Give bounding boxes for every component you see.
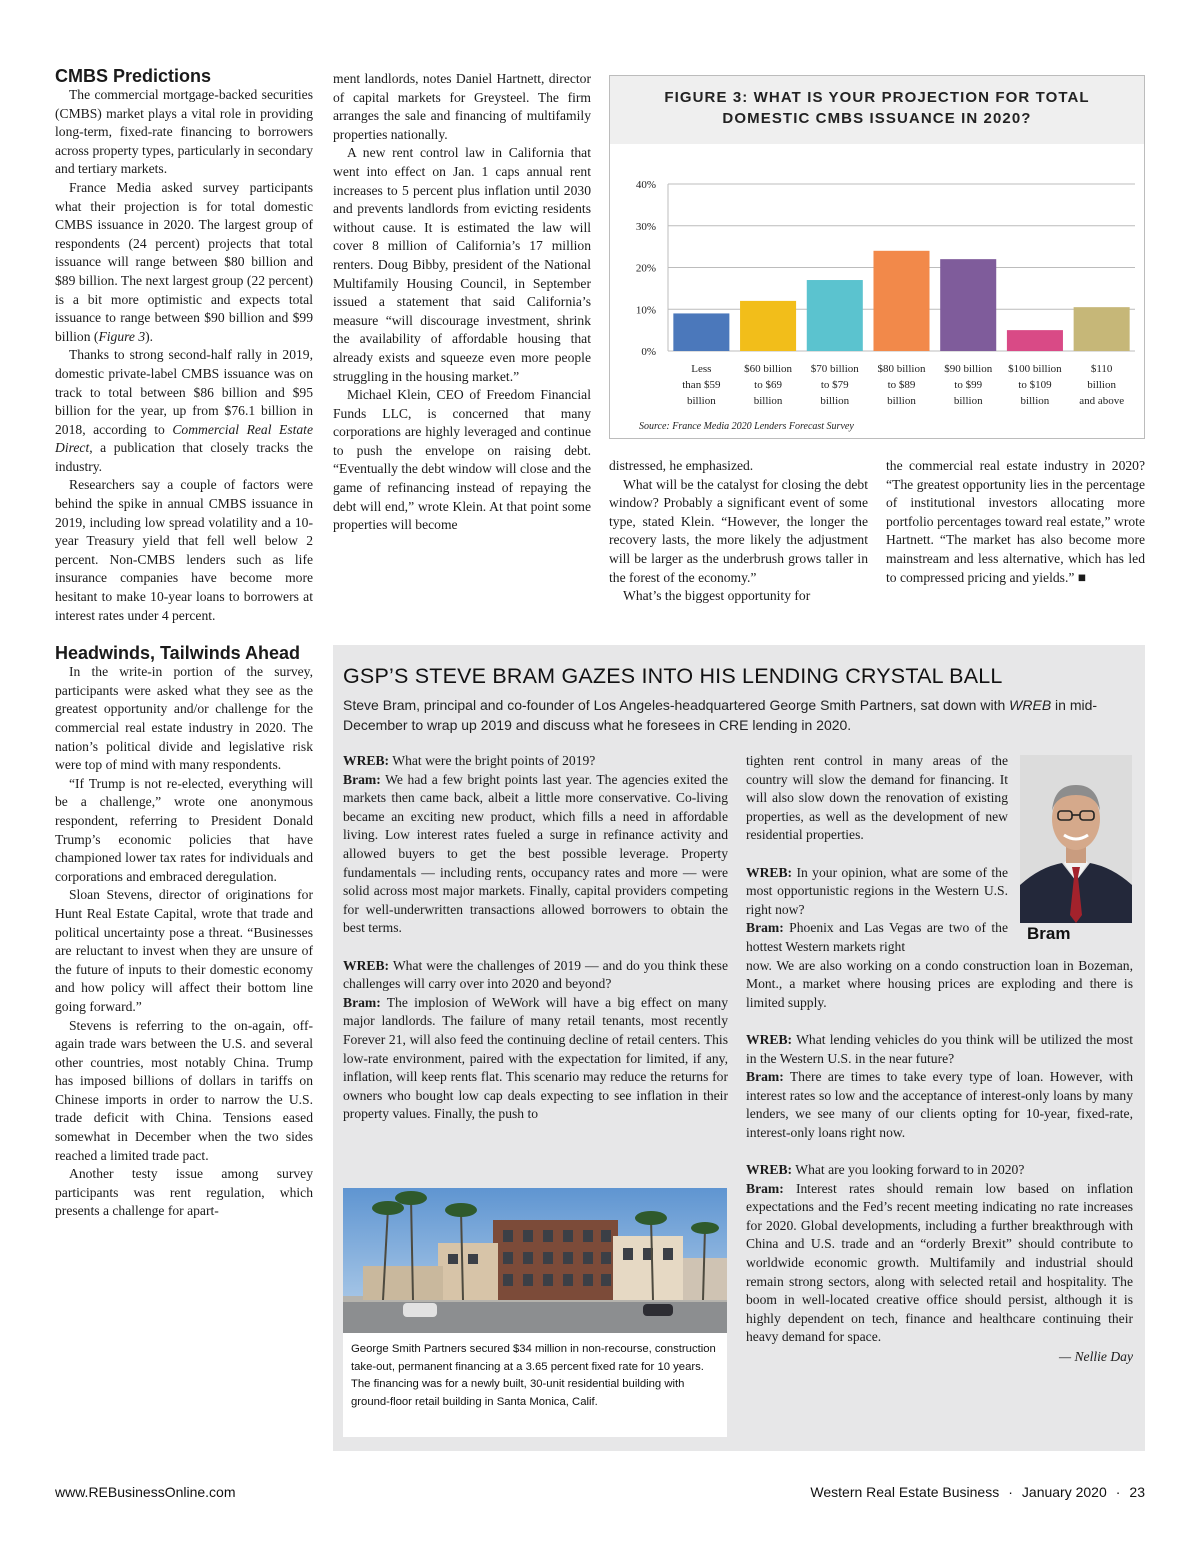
paragraph: What’s the biggest opportunity for (623, 588, 811, 604)
bar (807, 280, 863, 351)
x-tick-label: than $59 (682, 379, 721, 391)
paragraph: Researchers say a couple of factors were behind the spike in annual CMBS issuance in 2019, including low spread volatility and a 10-year Treasury yield that fell well below 2 percent. Non-CMBS lenders such as life insurance companies have become more hesitant to make 10-year loans to borrowers at interest rates under 4 percent. (55, 477, 313, 623)
qa-pair: WREB: What lending vehicles do you think will be utilized the most in the Western U.S. in the near future? Bram: There are times to take every type of loan. However, with interest rates so low and the acceptance of interest-only loans by many lenders, we see many of our clients opting for 10-year, fixed-rate, interest-only loans right now. (746, 1031, 1134, 1140)
footer-info: Western Real Estate Business · January 2020 · 23 (810, 1484, 1145, 1500)
article-column-4 (886, 457, 1145, 587)
article-column-1 (55, 66, 313, 1221)
paragraph: A new rent control law in California that went into effect on Jan. 1 caps annual rent increases to 5 percent plus inflation until 2030 and prevents landlords from evicting residents without cause. It is estimated the law will cover 8 million of California’s 17 million renters. Doug Bibby, president of the National Multifamily Housing Council, in September issued a statement that said California’s measure “will discourage investment, shrink the availability of affordable housing that already exists and squeeze even more people struggling in the housing market.” (333, 145, 591, 384)
x-tick-label: billion (1087, 379, 1117, 391)
qa-pair: WREB: What are you looking forward to in 2020? Bram: Interest rates should remain low based on inflation expectations and the Fed’s recent meeting indicating no rate increases for 2020. Global developments, including a further breakthrough with China and U.S. trade and an “orderly Brexit” should contribute to worldwide economic growth. Multifamily and industrial should remain strong sectors, along with selected retail and hospitality. The boom in well-located creative office should persist, although it is highly dependent on tech, finance and healthcare continuing their heavy demand for space. (746, 1162, 1133, 1345)
y-tick-label: 30% (635, 220, 656, 233)
sidebar-title: GSP’S STEVE BRAM GAZES INTO HIS LENDING CRYSTAL BALL (343, 664, 1003, 688)
y-tick-label: 10% (635, 304, 656, 317)
paragraph: Another testy issue among survey participants was rent regulation, which presents a challenge for apart- (55, 1166, 313, 1219)
qa-pair: WREB: What were the challenges of 2019 — and do you think these challenges will carry over into 2020 and beyond? Bram: The implosion of WeWork will have a big effect on many major landlords. The failure of many retail tenants, most recently Forever 21, will also feed the continuing decline of retail centers. This low-rate environment, paired with the expectation for limited, if any, inflation, will keep rents flat. This scenario may reduce the returns for owners who bought low cap deals expecting to see inflation in their property values. Finally, the push to (343, 957, 728, 1122)
paragraph: “If Trump is not re-elected, everything will be a challenge,” wrote one anonymous respondent, referring to President Donald Trump’s economic policies that have championed lower tax rates for individuals and corporations and embraced deregulation. (55, 775, 313, 884)
x-tick-label: $80 billion (877, 363, 926, 375)
x-tick-label: $100 billion (1008, 363, 1062, 375)
qa-pair: WREB: What were the bright points of 2019? Bram: We had a few bright points last year. The agencies exited the markets then came back, albeit a little more conservative. Co-living became an exciting new product, which fills a need in affordable living. Low interest rates fueled a surge in refinance activity and allowed buyers to get the best possible leverage. Property fundamentals — including rents, occupancy rates and more — were solid across most major markets. Finally, capital providers competing for well-underwritten transactions allowed borrowers to obtain the best terms. (343, 753, 728, 936)
paragraph: France Media asked survey participants what their projection is for total domestic CMBS issuance in 2020. The largest group of respondents (24 percent) projects that total issuance will range between $80 billion and $89 billion. The next largest group (22 percent) is a bit more optimistic and expects total issuance to range between $90 billion and $99 billion (Figure 3). (55, 179, 313, 344)
paragraph: the commercial real estate industry in 2020? “The greatest opportunity lies in the percentage of institutional investors allocating more portfolio percentages toward real estate,” wrote Hartnett. “The market has also become more mainstream and less alternative, which has led to compressed pricing and yields.” ■ (886, 458, 1145, 585)
x-tick-label: to $69 (754, 379, 782, 391)
x-tick-label: and above (1079, 395, 1125, 407)
page-number: 23 (1129, 1484, 1145, 1500)
bar (873, 251, 929, 351)
section-heading-cmbs: CMBS Predictions (55, 66, 212, 86)
interview-column-1 (343, 752, 728, 1142)
x-tick-label: to $99 (954, 379, 983, 391)
paragraph: Michael Klein, CEO of Freedom Financial Funds LLC, is concerned that many corporations are highly leveraged and continue to push the envelope on raising debt. “Eventually the debt window will close and the game of refinancing instead of repaying the debt will end,” wrote Klein. At that point some properties will become (333, 387, 591, 533)
section-heading-headwinds: Headwinds, Tailwinds Ahead (55, 643, 301, 664)
figure-source: Source: France Media 2020 Lenders Forecast Survey (639, 421, 854, 432)
x-tick-label: billion (753, 395, 783, 407)
bar (740, 301, 796, 351)
x-tick-label: billion (686, 395, 716, 407)
headshot-photo (1020, 755, 1132, 923)
photo-caption: George Smith Partners secured $34 million in non-recourse, construction take-out, permanent financing at a 3.65 percent fixed rate for 10 years. The financing was for a newly built, 30-unit residential building with ground-floor retail building in Santa Monica, Calif. (343, 1333, 727, 1437)
paragraph: Sloan Stevens, director of originations for Hunt Real Estate Capital, wrote that trade and political uncertainty pose a threat. “Businesses are reluctant to invest when they are unsure of the future of inputs to their domestic economy and how policy will affect their bottom line going forward.” (55, 887, 313, 1014)
x-tick-label: $110 (1090, 363, 1113, 375)
x-tick-label: to $89 (887, 379, 916, 391)
interview-sidebar (333, 645, 1145, 1451)
figure-3-chart (609, 75, 1145, 439)
x-tick-label: Less (691, 363, 712, 375)
paragraph: What will be the catalyst for closing the debt window? Probably a significant event of some type, stated Klein. “However, the longer the recovery lasts, the more likely the adjustment will be larger as the underbrush grows taller in the forest of the economy.” (609, 476, 868, 585)
paragraph: Stevens is referring to the on-again, off-again trade wars between the U.S. and several other countries, most notably China. Trump has imposed billions of dollars in tariffs on Chinese imports in order to narrow the U.S. trade deficit with China. Tensions eased somewhat in December when the two sides reached a limited trade pact. (55, 1017, 313, 1163)
x-tick-label: $70 billion (810, 363, 859, 375)
bar (1074, 307, 1130, 351)
paragraph: distressed, he emphasized. (609, 458, 754, 473)
bar (673, 313, 729, 351)
y-tick-label: 40% (635, 179, 656, 191)
paragraph: The commercial mortgage-backed securities (CMBS) market plays a vital role in providing long-term, fixed-rate financing to borrowers across property types, particularly in secondary and tertiary markets. (55, 87, 313, 177)
figure-title: FIGURE 3: WHAT IS YOUR PROJECTION FOR TOTAL DOMESTIC CMBS ISSUANCE IN 2020? (610, 76, 1144, 144)
paragraph: In the write-in portion of the survey, participants were asked what they see as the greatest opportunity and/or challenge for the commercial real estate industry in 2020. The nation’s political divide and legislative risk were top of mind with many respondents. (55, 664, 313, 773)
sidebar-dek: Steve Bram, principal and co-founder of Los Angeles-headquartered George Smith Partners, sat down with WREB in mid-December to wrap up 2019 and discuss what he foresees in CRE lending in 2020. (343, 697, 1098, 733)
x-tick-label: to $79 (820, 379, 849, 391)
x-tick-label: to $109 (1018, 379, 1052, 391)
bar-chart (610, 144, 1146, 420)
x-tick-label: billion (953, 395, 983, 407)
x-tick-label: billion (887, 395, 916, 407)
bar (940, 259, 996, 351)
y-tick-label: 20% (635, 262, 656, 275)
y-tick-label: 0% (641, 346, 656, 358)
x-tick-label: billion (1020, 395, 1050, 407)
author-signature: — Nellie Day (1059, 1348, 1133, 1364)
building-photo (343, 1188, 727, 1333)
headshot-label: Bram (1027, 924, 1071, 943)
footer-url: www.REBusinessOnline.com (55, 1484, 236, 1500)
paragraph: ment landlords, notes Daniel Hartnett, director of capital markets for Greysteel. The firm arranges the sale and financing of multifamily properties nationally. (333, 71, 591, 142)
paragraph: Thanks to strong second-half rally in 2019, domestic private-label CMBS issuance was on track to total between $86 billion and $95 billion for the year, up from $76.1 billion in 2018, according to Commercial Real Estate Direct, a publication that closely tracks the industry. (55, 347, 313, 474)
x-tick-label: billion (820, 395, 850, 407)
bar (1007, 330, 1063, 351)
article-column-2 (333, 70, 591, 535)
article-column-3 (609, 457, 868, 606)
answer-continued: tighten rent control in many areas of the country will slow the demand for financing. It will also slow down the renovation of existing properties, as well as the development of new residential properties. (746, 753, 1008, 843)
qa-pair: WREB: In your opinion, what are some of the most opportunistic regions in the Western U.S. right now? Bram: Phoenix and Las Vegas are two of the hottest Western markets right now. We are also working on a condo construction loan in Bozeman, Mont., a market where housing prices are exploding and there is limited supply. (746, 864, 1133, 1010)
x-tick-label: $60 billion (744, 363, 793, 375)
x-tick-label: $90 billion (944, 363, 993, 375)
